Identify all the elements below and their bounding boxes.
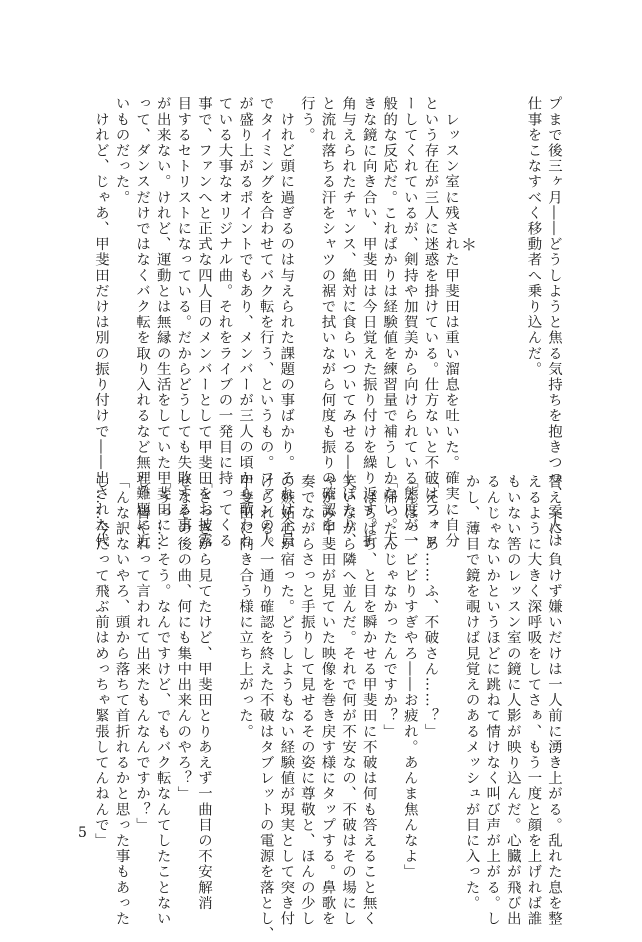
text-column: 行う。	[298, 96, 315, 143]
text-column: ている大事なオリジナル曲。それをライブの一発目に持ってくる	[216, 96, 233, 549]
text-column: けれど、じゃあ、甲斐田だけは別の振り付けで――出された代	[92, 96, 109, 549]
text-column: 笑いながら隣へ並んだ。それで何が不安なの、不破はその場にし	[340, 474, 357, 927]
text-column	[461, 96, 482, 434]
text-column: って、ダンスだけではなくバク転を取り入れるなど無理難題に近	[134, 96, 151, 549]
text-column: 般的な反応だ。これぱかりは経験値を練習量で補うしかない。大	[381, 96, 398, 549]
text-column: の嫉妬心が宿った。どうしようもない経験値が現実として突き付	[278, 474, 295, 927]
text-column: ぱちぱち、と目を瞬かせる甲斐田に不破は何も答えること無く	[360, 474, 377, 927]
text-column: 「んはっ、ビビりすぎやろ――お疲れ。あんま焦んなよ」	[401, 474, 418, 880]
text-column: ゃがみ甲斐田が見ていた映像を巻き戻す様にタップする。鼻歌を	[319, 474, 336, 927]
text-column: 目するセトリストになっている。だからどうしても失敗する事	[175, 96, 192, 533]
text-column: 替え案に、負けず嫌いだけは一人前に湧き上がる。乱れた息を整	[546, 474, 562, 927]
text-column: るんじゃないかというほどに跳ねて情けなく叫び声が上がる。し	[484, 474, 501, 927]
text-column: せなその後の曲、何にも集中出来んのやろ？」	[175, 474, 192, 802]
text-column: と流れ落ちる汗をシャツの裾で拭いながら何度も振りの確認を	[319, 96, 336, 533]
text-column: かし、薄目で鏡を覗けば見覚えのあるメッシュが目に入った。	[463, 474, 480, 911]
text-block-upper	[90, 96, 564, 549]
text-column: 「うっ……そう。なんですけど、でもバク転なんてしたことない	[154, 474, 171, 927]
text-column: 事で、ファンへと正式な四人目のメンバーとして甲斐田をお披露	[195, 96, 212, 549]
text-column: 「帰ったんじゃなかったんですか？」	[381, 474, 398, 740]
text-block-lower	[90, 474, 564, 942]
text-column: という存在が三人に迷惑を掛けている。仕方ないと不破はフォロ	[422, 96, 439, 549]
text-column: 「さっきから見てたけど、甲斐田とりあえず一曲目の不安解消	[195, 474, 212, 911]
text-column: 角与えられたチャンス、絶対に食らいついてみせる――ぽたり、	[340, 96, 357, 549]
text-column: きな鏡に向き合い、甲斐田は今日覚えた振り付けを繰り返す。折	[360, 96, 377, 549]
text-column: が出来ない。けれど、運動とは無縁の生活をしていた甲斐田にと	[154, 96, 171, 549]
text-column: でタイミングを合わせてバク転を行う、というもの。ファンの人	[257, 96, 274, 549]
text-column	[440, 474, 461, 812]
text-column: レッスン室に残された甲斐田は重い溜息を吐いた。確実に自分	[443, 96, 460, 549]
text-column	[502, 96, 523, 434]
text-column: し、皆やれって言われて出来たもんなんですか？」	[134, 474, 151, 833]
text-column: 「えっ、あ……ふ、不破さん……？」	[422, 474, 439, 740]
text-column: が盛り上がるポイントでもあり、メンバーが三人の頃から歌われ	[237, 96, 254, 549]
text-column: 甲斐田に向き合う様に立ち上がった。	[237, 474, 254, 740]
text-column: 「んな訳ないやろ、頭から落ちて首折れるかと思った事もあった	[113, 474, 130, 927]
text-column: ーしてくれているが、剣持や加賀美から向けられている態度が一	[401, 96, 418, 549]
scene-break-asterisk: ＊	[461, 235, 478, 254]
text-column	[214, 474, 235, 812]
text-column: 奏でながらさっと手振りして見せるその姿に尊敬と、ほんの少し	[298, 474, 315, 927]
text-column	[482, 96, 503, 434]
text-column: し……今だって飛ぶ前はめっちゃ緊張してんねんで」	[92, 474, 109, 849]
text-column: プまで後三ヶ月――どうしようと焦る気持ちを抱きつつ、二人は	[546, 96, 562, 549]
page-number: 5	[78, 825, 87, 841]
text-column: えるように大きく深呼吸をしてさぁ、もう一度と顔を上げれば誰	[525, 474, 542, 927]
text-column: けれど頭に過ぎるのは与えられた課題の事ばかり。それは全員	[278, 96, 295, 549]
text-column: 仕事をこなすべく移動者へ乗り込んだ。	[525, 96, 542, 377]
text-column: いものだった。	[113, 96, 130, 206]
text-column: もいない筈のレッスン室の鏡に人影が映り込んだ。心臓が飛び出	[504, 474, 521, 927]
text-column: けられる。一通り確認を終えた不破はタブレットの電源を落とし、	[257, 474, 274, 942]
